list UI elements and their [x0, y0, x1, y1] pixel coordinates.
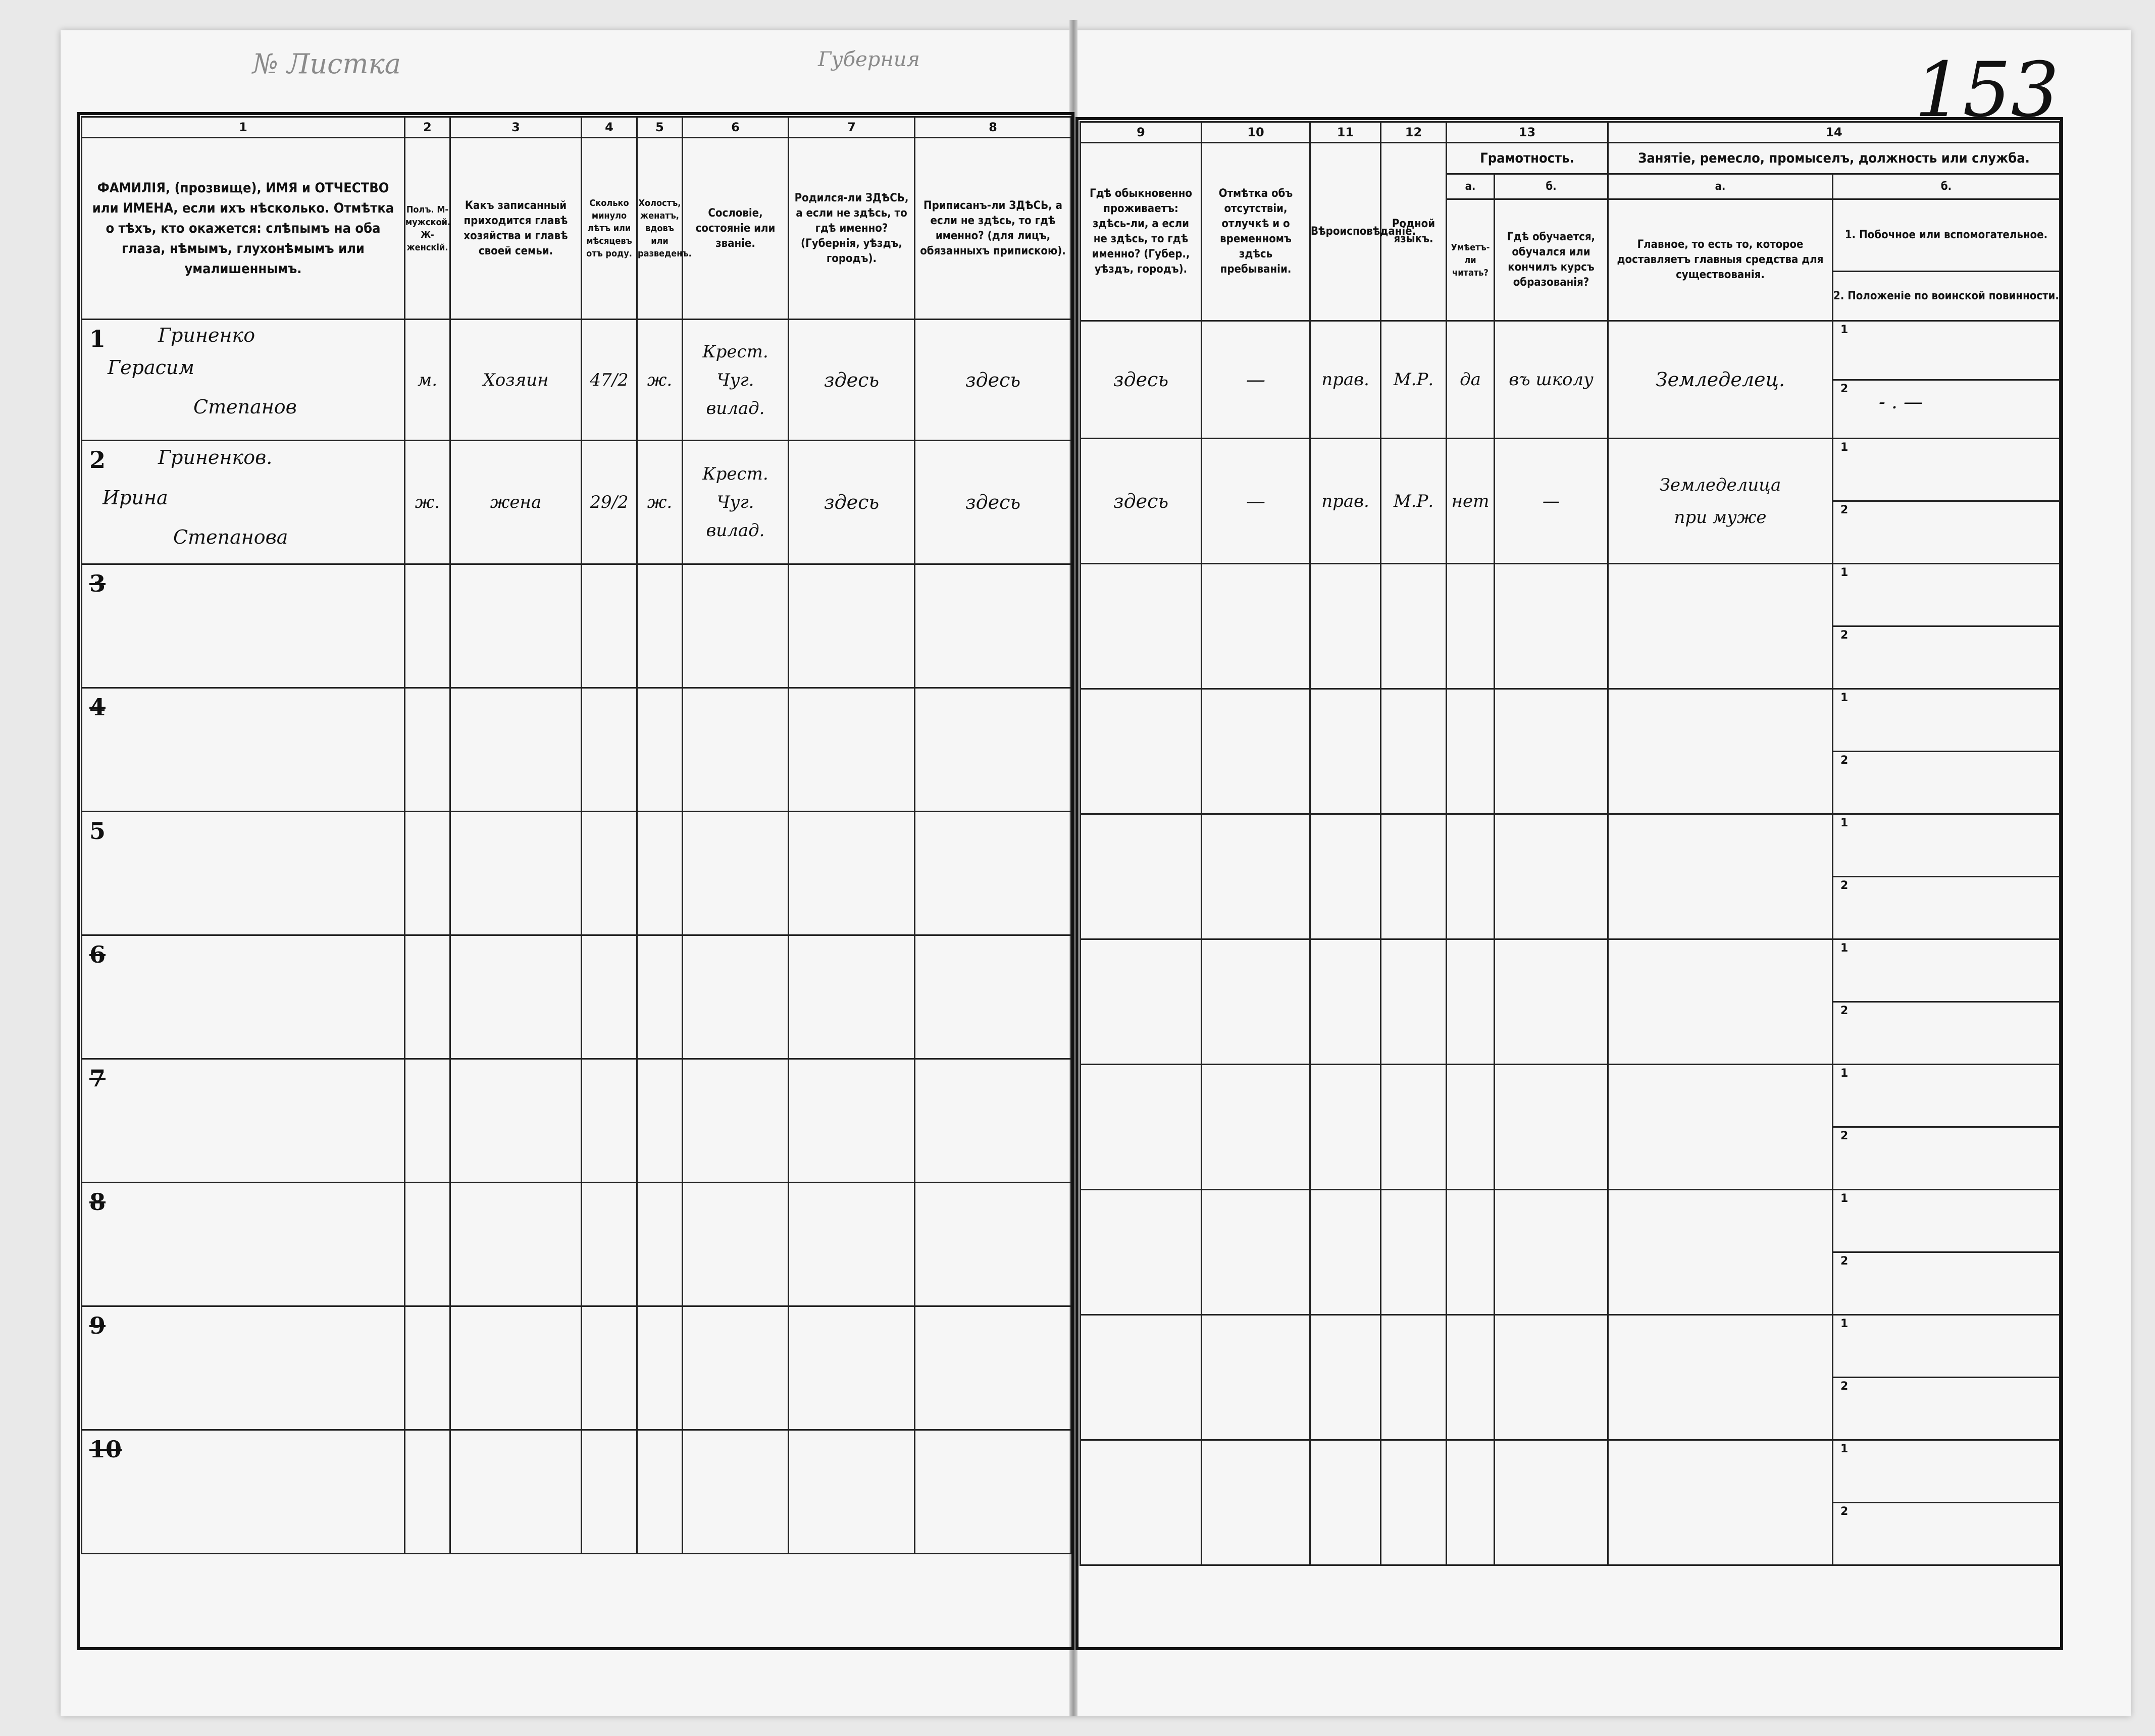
- header-main-occupation: Главное, то есть то, которое доставляетъ главныя средства для существованія.: [1608, 199, 1833, 321]
- row-number: 7: [89, 1065, 106, 1092]
- sub-row-2: 2: [1840, 504, 1849, 516]
- header-marital: Холостъ, женатъ, вдовъ или разведенъ.: [637, 138, 683, 320]
- header-literacy: Грамотность.: [1447, 143, 1608, 174]
- col-number-1: 1: [82, 117, 405, 138]
- registration-value: здесь: [915, 320, 1071, 441]
- sub-row-1: 1: [1840, 441, 1849, 454]
- header-birthplace: Родился-ли ЗДѢСЬ, а если не здѣсь, то гдѣ именно? (Губернія, уѣздъ, городъ).: [789, 138, 915, 320]
- header-occupation-b-letter: б.: [1833, 174, 2060, 199]
- col-number-10: 10: [1202, 122, 1310, 143]
- header-sex: Полъ. М-мужской. Ж-женскій.: [405, 138, 450, 320]
- header-estate: Сословіе, состояніе или званіе.: [683, 138, 789, 320]
- sub-row-2: 2: [1840, 1380, 1849, 1393]
- can-read-value: да: [1447, 321, 1495, 439]
- military-value: - . —: [1879, 391, 1923, 413]
- sub-row-1: 1: [1840, 1192, 1849, 1205]
- sub-row-1: 1: [1840, 566, 1849, 579]
- sub-row-1: 1: [1840, 324, 1849, 336]
- estate-line-3: вилад.: [706, 398, 765, 418]
- religion-value: прав.: [1310, 321, 1381, 439]
- estate-line-1: Крест.: [702, 464, 768, 484]
- row-number: 4: [89, 694, 106, 721]
- header-relation: Какъ записанный приходится главѣ хозяйства и главѣ своей семьи.: [450, 138, 582, 320]
- estate-line-2: Чуг.: [716, 492, 754, 512]
- col-number-4: 4: [582, 117, 637, 138]
- sub-row-1: 1: [1840, 692, 1849, 704]
- estate-line-3: вилад.: [706, 520, 765, 541]
- header-literacy-b-letter: б.: [1495, 174, 1608, 199]
- header-literacy-a-letter: а.: [1447, 174, 1495, 199]
- sub-row-1: 1: [1840, 1318, 1849, 1330]
- education-value: въ школу: [1495, 321, 1608, 439]
- age-value: 29/2: [582, 441, 637, 564]
- registration-value: здесь: [915, 441, 1071, 564]
- relation-value: жена: [450, 441, 582, 564]
- marital-value: ж.: [637, 441, 683, 564]
- absence-value: —: [1202, 321, 1310, 439]
- surname: Гриненко: [158, 324, 255, 346]
- sub-row-1: 1: [1840, 817, 1849, 829]
- right-page-frame: [1075, 117, 2063, 1650]
- can-read-value: нет: [1447, 439, 1495, 564]
- col-number-9: 9: [1081, 122, 1202, 143]
- col-number-2: 2: [405, 117, 450, 138]
- row-number: 5: [89, 817, 106, 845]
- education-value: —: [1495, 439, 1608, 564]
- language-value: М.Р.: [1381, 439, 1447, 564]
- sheet-number-label: № Листка: [252, 48, 401, 80]
- row-number: 2: [89, 446, 106, 474]
- header-occupation: Занятіе, ремесло, промыселъ, должность или служба.: [1608, 143, 2060, 174]
- left-page-frame: [77, 112, 1074, 1650]
- header-name: ФАМИЛІЯ, (прозвище), ИМЯ и ОТЧЕСТВО или ИМЕНА, если ихъ нѣсколько. Отмѣтка о тѣхъ, кто окажется: слѣпымъ на оба глаза, нѣмымъ, глухонѣмымъ или умалишеннымъ.: [82, 138, 405, 320]
- page-number: 153: [1914, 46, 2059, 134]
- col-number-14: 14: [1608, 122, 2060, 143]
- birthplace-value: здесь: [789, 441, 915, 564]
- col-number-12: 12: [1381, 122, 1447, 143]
- header-native-language: Родной языкъ.: [1381, 143, 1447, 321]
- col-number-3: 3: [450, 117, 582, 138]
- sub-row-2: 2: [1840, 1505, 1849, 1518]
- sub-row-2: 2: [1840, 879, 1849, 892]
- language-value: М.Р.: [1381, 321, 1447, 439]
- first-name: Герасим: [108, 356, 194, 379]
- sub-row-1: 1: [1840, 942, 1849, 955]
- residence-value: здесь: [1081, 439, 1202, 564]
- header-military: 2. Положеніе по воинской повинности.: [1833, 289, 2059, 302]
- sub-row-2: 2: [1840, 1130, 1849, 1142]
- sub-row-1: 1: [1840, 1443, 1849, 1455]
- absence-value: —: [1202, 439, 1310, 564]
- header-religion: Вѣроисповѣданіе.: [1310, 143, 1381, 321]
- patronymic: Степанова: [173, 526, 288, 548]
- occupation-line-1: Земледелица: [1659, 475, 1781, 495]
- occupation-line-2: при муже: [1674, 507, 1767, 528]
- col-number-6: 6: [683, 117, 789, 138]
- header-occupation-a-letter: а.: [1608, 174, 1833, 199]
- col-number-11: 11: [1310, 122, 1381, 143]
- header-age: Сколько минуло лѣтъ или мѣсяцевъ отъ роду.: [582, 138, 637, 320]
- surname: Гриненков.: [158, 446, 273, 468]
- first-name: Ирина: [102, 487, 168, 509]
- row-number: 3: [89, 570, 106, 597]
- header-can-read: Умѣетъ-ли читать?: [1447, 199, 1495, 321]
- row-number: 10: [89, 1436, 122, 1463]
- header-side-occupation: 1. Побочное или вспомогательное.: [1833, 200, 2059, 272]
- row-number: 1: [89, 325, 106, 352]
- birthplace-value: здесь: [789, 320, 915, 441]
- residence-value: здесь: [1081, 321, 1202, 439]
- header-education: Гдѣ обучается, обучался или кончилъ курсъ образованія?: [1495, 199, 1608, 321]
- row-number: 9: [89, 1312, 106, 1339]
- sex-value: м.: [405, 320, 450, 441]
- patronymic: Степанов: [193, 396, 297, 418]
- sex-value: ж.: [405, 441, 450, 564]
- header-residence: Гдѣ обыкновенно проживаетъ: здѣсь-ли, а если не здѣсь, то гдѣ именно? (Губер., уѣздъ, городъ).: [1081, 143, 1202, 321]
- header-registration: Приписанъ-ли ЗДѢСЬ, а если не здѣсь, то гдѣ именно? (для лицъ, обязанныхъ припискою).: [915, 138, 1071, 320]
- main-occupation-value: Земледелец.: [1608, 321, 1833, 439]
- col-number-5: 5: [637, 117, 683, 138]
- row-number: 8: [89, 1188, 106, 1216]
- header-absence: Отмѣтка объ отсутствіи, отлучкѣ и о временномъ здѣсь пребываніи.: [1202, 143, 1310, 321]
- sub-row-2: 2: [1840, 754, 1849, 767]
- sub-row-2: 2: [1840, 1255, 1849, 1268]
- estate-line-2: Чуг.: [716, 370, 754, 390]
- estate-line-1: Крест.: [702, 341, 768, 362]
- religion-value: прав.: [1310, 439, 1381, 564]
- sub-row-2: 2: [1840, 629, 1849, 642]
- province-label: Губерния: [818, 48, 920, 71]
- col-number-8: 8: [915, 117, 1071, 138]
- col-number-7: 7: [789, 117, 915, 138]
- age-value: 47/2: [582, 320, 637, 441]
- row-number: 6: [89, 941, 106, 968]
- sub-row-2: 2: [1840, 383, 1849, 395]
- marital-value: ж.: [637, 320, 683, 441]
- relation-value: Хозяин: [450, 320, 582, 441]
- sub-row-1: 1: [1840, 1067, 1849, 1080]
- sub-row-2: 2: [1840, 1005, 1849, 1017]
- col-number-13: 13: [1447, 122, 1608, 143]
